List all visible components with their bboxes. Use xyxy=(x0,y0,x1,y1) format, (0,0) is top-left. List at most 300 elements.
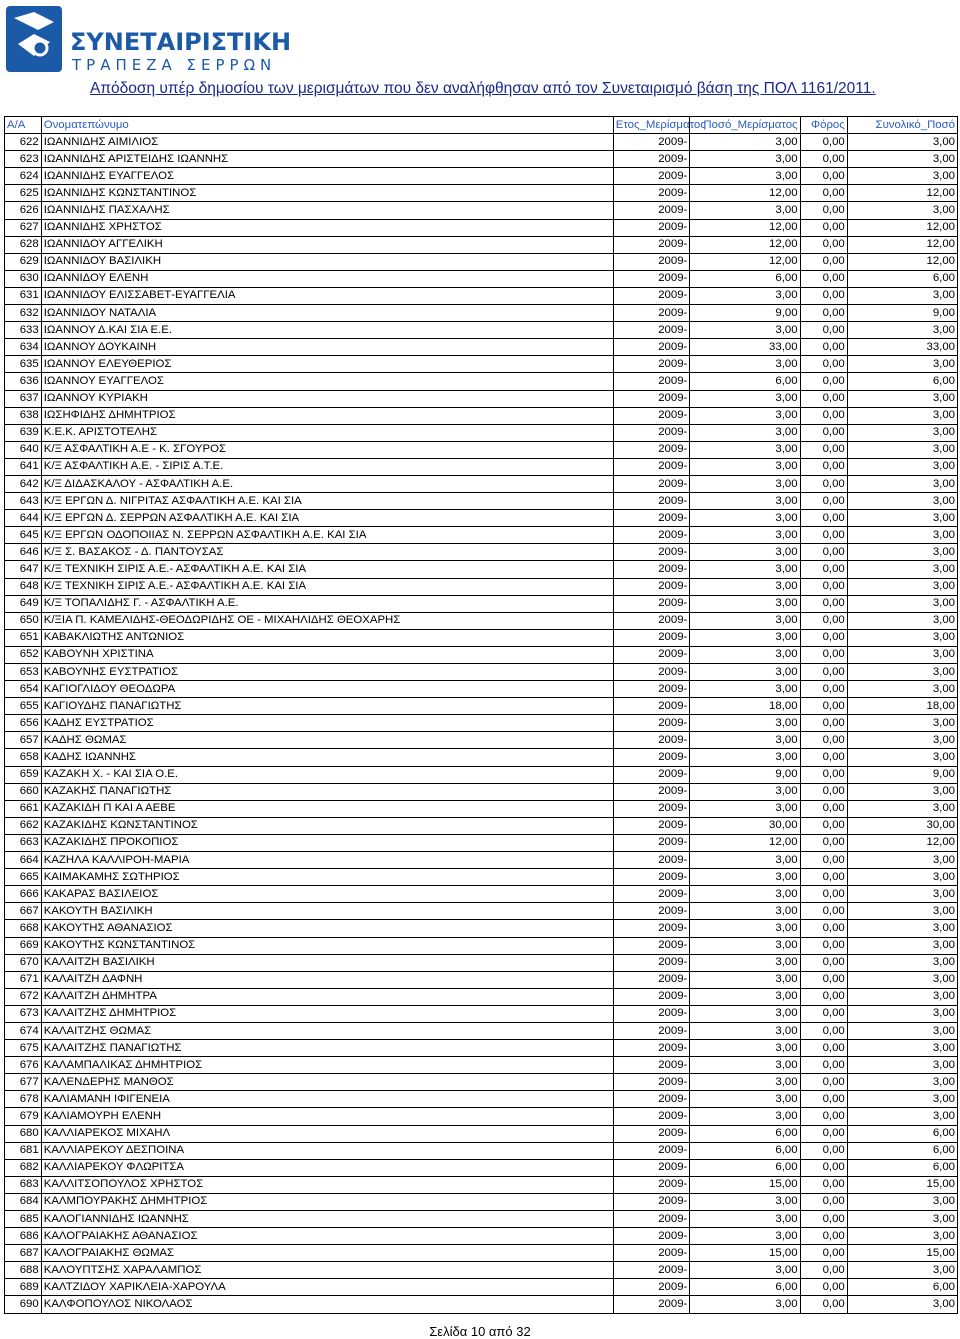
table-row xyxy=(5,1262,958,1279)
cell-year: 2009- xyxy=(613,270,690,287)
cell-name: ΚΑΛΙΑΜΟΥΡΗ ΕΛΕΝΗ xyxy=(41,1108,613,1125)
cell-tax: 0,00 xyxy=(800,954,847,971)
cell-year: 2009- xyxy=(613,475,690,492)
cell-total: 3,00 xyxy=(847,356,957,373)
table-row xyxy=(5,493,958,510)
cell-tax: 0,00 xyxy=(800,664,847,681)
cell-aa: 633 xyxy=(5,322,42,339)
document-title: Απόδοση υπέρ δημοσίου των μερισμάτων που δεν αναλήφθησαν από τον Συνεταιρισμό βάση της ΠΟΛ 1161/2011. xyxy=(90,80,876,97)
cell-aa: 671 xyxy=(5,971,42,988)
cell-aa: 677 xyxy=(5,1074,42,1091)
cell-year: 2009- xyxy=(613,920,690,937)
cell-amount: 3,00 xyxy=(690,1262,800,1279)
cell-tax: 0,00 xyxy=(800,903,847,920)
cell-aa: 688 xyxy=(5,1262,42,1279)
cell-amount: 3,00 xyxy=(690,493,800,510)
cell-tax: 0,00 xyxy=(800,817,847,834)
cell-name: ΚΑΛΟΥΠΤΣΗΣ ΧΑΡΑΛΑΜΠΟΣ xyxy=(41,1262,613,1279)
cell-name: Κ/Ξ Σ. ΒΑΣΑΚΟΣ - Δ. ΠΑΝΤΟΥΣΑΣ xyxy=(41,544,613,561)
table-row xyxy=(5,749,958,766)
cell-name: ΙΩΑΝΝΙΔΟΥ ΕΛΕΝΗ xyxy=(41,270,613,287)
cell-total: 9,00 xyxy=(847,305,957,322)
cell-total: 3,00 xyxy=(847,1228,957,1245)
cell-total: 9,00 xyxy=(847,766,957,783)
col-header-year: Ετος_Μερίσματος xyxy=(613,117,690,134)
table-row xyxy=(5,151,958,168)
cell-amount: 3,00 xyxy=(690,356,800,373)
cell-aa: 655 xyxy=(5,698,42,715)
cell-aa: 660 xyxy=(5,783,42,800)
cell-year: 2009- xyxy=(613,373,690,390)
cell-amount: 3,00 xyxy=(690,287,800,304)
cell-year: 2009- xyxy=(613,886,690,903)
table-row xyxy=(5,168,958,185)
table-row xyxy=(5,510,958,527)
cell-amount: 3,00 xyxy=(690,664,800,681)
cell-tax: 0,00 xyxy=(800,1022,847,1039)
cell-name: ΙΩΑΝΝΙΔΗΣ ΑΡΙΣΤΕΙΔΗΣ ΙΩΑΝΝΗΣ xyxy=(41,151,613,168)
cell-total: 33,00 xyxy=(847,339,957,356)
cell-amount: 3,00 xyxy=(690,937,800,954)
cell-name: Κ/Ξ ΕΡΓΩΝ Δ. ΣΕΡΡΩΝ ΑΣΦΑΛΤΙΚΗ Α.Ε. ΚΑΙ ΣΙΑ xyxy=(41,510,613,527)
table-row xyxy=(5,1228,958,1245)
table-row xyxy=(5,287,958,304)
cell-year: 2009- xyxy=(613,1040,690,1057)
cell-name: ΙΩΑΝΝΙΔΟΥ ΑΓΓΕΛΙΚΗ xyxy=(41,236,613,253)
cell-amount: 3,00 xyxy=(690,886,800,903)
cell-amount: 3,00 xyxy=(690,903,800,920)
cell-tax: 0,00 xyxy=(800,1296,847,1313)
cell-amount: 6,00 xyxy=(690,1142,800,1159)
cell-year: 2009- xyxy=(613,407,690,424)
cell-aa: 649 xyxy=(5,595,42,612)
cell-amount: 12,00 xyxy=(690,185,800,202)
cell-name: ΚΑΛΑΙΤΖΗΣ ΔΗΜΗΤΡΙΟΣ xyxy=(41,1005,613,1022)
cell-total: 6,00 xyxy=(847,1142,957,1159)
cell-total: 3,00 xyxy=(847,886,957,903)
cell-aa: 685 xyxy=(5,1211,42,1228)
cell-total: 3,00 xyxy=(847,664,957,681)
cell-total: 3,00 xyxy=(847,1296,957,1313)
table-row xyxy=(5,1176,958,1193)
cell-year: 2009- xyxy=(613,458,690,475)
cell-amount: 3,00 xyxy=(690,852,800,869)
cell-name: ΚΑΖΑΚΙΔΗ Π ΚΑΙ Α ΑΕΒΕ xyxy=(41,800,613,817)
cell-tax: 0,00 xyxy=(800,1074,847,1091)
cell-total: 3,00 xyxy=(847,783,957,800)
table-row xyxy=(5,578,958,595)
cell-name: Κ/Ξ ΕΡΓΩΝ ΟΔΟΠΟΙΙΑΣ Ν. ΣΕΡΡΩΝ ΑΣΦΑΛΤΙΚΗ Α.Ε. ΚΑΙ ΣΙΑ xyxy=(41,527,613,544)
table-row xyxy=(5,561,958,578)
cell-name: ΙΩΑΝΝΙΔΟΥ ΝΑΤΑΛΙΑ xyxy=(41,305,613,322)
cell-tax: 0,00 xyxy=(800,783,847,800)
cell-tax: 0,00 xyxy=(800,1108,847,1125)
cell-year: 2009- xyxy=(613,168,690,185)
cell-aa: 636 xyxy=(5,373,42,390)
cell-name: ΚΑΛΑΙΤΖΗΣ ΠΑΝΑΓΙΩΤΗΣ xyxy=(41,1040,613,1057)
cell-aa: 651 xyxy=(5,629,42,646)
cell-total: 3,00 xyxy=(847,1262,957,1279)
cell-tax: 0,00 xyxy=(800,1176,847,1193)
table-row xyxy=(5,971,958,988)
cell-year: 2009- xyxy=(613,732,690,749)
cell-tax: 0,00 xyxy=(800,458,847,475)
cell-amount: 3,00 xyxy=(690,544,800,561)
cell-aa: 623 xyxy=(5,151,42,168)
cell-amount: 9,00 xyxy=(690,305,800,322)
cell-total: 3,00 xyxy=(847,971,957,988)
cell-total: 3,00 xyxy=(847,493,957,510)
cell-year: 2009- xyxy=(613,1193,690,1210)
table-row xyxy=(5,595,958,612)
table-row xyxy=(5,322,958,339)
cell-aa: 656 xyxy=(5,715,42,732)
cell-total: 30,00 xyxy=(847,817,957,834)
cell-aa: 653 xyxy=(5,664,42,681)
cell-amount: 30,00 xyxy=(690,817,800,834)
table-row xyxy=(5,407,958,424)
cell-name: ΚΑΚΟΥΤΗΣ ΑΘΑΝΑΣΙΟΣ xyxy=(41,920,613,937)
cell-total: 3,00 xyxy=(847,612,957,629)
cell-amount: 3,00 xyxy=(690,920,800,937)
cell-name: ΚΑΛΛΙΑΡΕΚΟΥ ΔΕΣΠΟΙΝΑ xyxy=(41,1142,613,1159)
cell-name: ΙΩΑΝΝΟΥ ΚΥΡΙΑΚΗ xyxy=(41,390,613,407)
cell-amount: 3,00 xyxy=(690,441,800,458)
cell-total: 3,00 xyxy=(847,510,957,527)
cell-tax: 0,00 xyxy=(800,869,847,886)
cell-total: 12,00 xyxy=(847,253,957,270)
cell-year: 2009- xyxy=(613,253,690,270)
cell-name: ΚΑΛΟΓΡΑΙΑΚΗΣ ΑΘΑΝΑΣΙΟΣ xyxy=(41,1228,613,1245)
cell-tax: 0,00 xyxy=(800,800,847,817)
cell-aa: 681 xyxy=(5,1142,42,1159)
cell-amount: 3,00 xyxy=(690,595,800,612)
cell-total: 3,00 xyxy=(847,287,957,304)
table-row xyxy=(5,253,958,270)
cell-aa: 629 xyxy=(5,253,42,270)
table-row xyxy=(5,475,958,492)
cell-aa: 675 xyxy=(5,1040,42,1057)
table-row xyxy=(5,869,958,886)
cell-aa: 637 xyxy=(5,390,42,407)
cell-tax: 0,00 xyxy=(800,1057,847,1074)
cell-name: ΚΑΛΑΙΤΖΗΣ ΘΩΜΑΣ xyxy=(41,1022,613,1039)
cell-amount: 3,00 xyxy=(690,1108,800,1125)
cell-aa: 689 xyxy=(5,1279,42,1296)
cell-name: Κ/Ξ ΤΕΧΝΙΚΗ ΣΙΡΙΣ Α.Ε.- ΑΣΦΑΛΤΙΚΗ Α.Ε. ΚΑΙ ΣΙΑ xyxy=(41,578,613,595)
cell-year: 2009- xyxy=(613,1057,690,1074)
cell-amount: 3,00 xyxy=(690,458,800,475)
cell-amount: 3,00 xyxy=(690,134,800,151)
cell-aa: 674 xyxy=(5,1022,42,1039)
cell-tax: 0,00 xyxy=(800,287,847,304)
cell-amount: 3,00 xyxy=(690,322,800,339)
cell-total: 3,00 xyxy=(847,629,957,646)
cell-year: 2009- xyxy=(613,698,690,715)
cell-amount: 6,00 xyxy=(690,270,800,287)
cell-total: 3,00 xyxy=(847,458,957,475)
cell-aa: 652 xyxy=(5,646,42,663)
cell-aa: 641 xyxy=(5,458,42,475)
cell-tax: 0,00 xyxy=(800,151,847,168)
cell-tax: 0,00 xyxy=(800,356,847,373)
cell-tax: 0,00 xyxy=(800,1211,847,1228)
cell-name: ΙΩΑΝΝΟΥ ΕΛΕΥΘΕΡΙΟΣ xyxy=(41,356,613,373)
cell-amount: 3,00 xyxy=(690,715,800,732)
cell-amount: 6,00 xyxy=(690,1279,800,1296)
cell-name: ΚΑΖΗΛΑ ΚΑΛΛΙΡΟΗ-ΜΑΡΙΑ xyxy=(41,852,613,869)
cell-year: 2009- xyxy=(613,561,690,578)
cell-year: 2009- xyxy=(613,749,690,766)
cell-year: 2009- xyxy=(613,1108,690,1125)
cell-total: 3,00 xyxy=(847,202,957,219)
cell-total: 3,00 xyxy=(847,715,957,732)
table-row xyxy=(5,732,958,749)
cell-year: 2009- xyxy=(613,134,690,151)
cell-tax: 0,00 xyxy=(800,1091,847,1108)
cell-tax: 0,00 xyxy=(800,202,847,219)
cell-tax: 0,00 xyxy=(800,185,847,202)
cell-aa: 650 xyxy=(5,612,42,629)
table-row xyxy=(5,1211,958,1228)
cell-amount: 3,00 xyxy=(690,475,800,492)
cell-year: 2009- xyxy=(613,185,690,202)
cell-year: 2009- xyxy=(613,612,690,629)
cell-name: ΙΩΑΝΝΙΔΟΥ ΕΛΙΣΣΑΒΕΤ-ΕΥΑΓΓΕΛΙΑ xyxy=(41,287,613,304)
cell-amount: 3,00 xyxy=(690,1193,800,1210)
cell-aa: 627 xyxy=(5,219,42,236)
cell-amount: 3,00 xyxy=(690,1074,800,1091)
cell-name: ΚΑΖΑΚΙΔΗΣ ΠΡΟΚΟΠΙΟΣ xyxy=(41,834,613,851)
cell-total: 3,00 xyxy=(847,800,957,817)
cell-name: ΚΑΚΟΥΤΗΣ ΚΩΝΣΤΑΝΤΙΝΟΣ xyxy=(41,937,613,954)
cell-aa: 622 xyxy=(5,134,42,151)
cell-name: ΚΑΛΑΙΤΖΗ ΔΗΜΗΤΡΑ xyxy=(41,988,613,1005)
cell-total: 18,00 xyxy=(847,698,957,715)
cell-amount: 3,00 xyxy=(690,988,800,1005)
cell-year: 2009- xyxy=(613,646,690,663)
cell-aa: 665 xyxy=(5,869,42,886)
cell-total: 3,00 xyxy=(847,151,957,168)
table-row xyxy=(5,1245,958,1262)
table-row xyxy=(5,698,958,715)
table-row xyxy=(5,373,958,390)
cell-year: 2009- xyxy=(613,1245,690,1262)
cell-year: 2009- xyxy=(613,1074,690,1091)
table-row xyxy=(5,800,958,817)
table-row xyxy=(5,681,958,698)
cell-total: 12,00 xyxy=(847,834,957,851)
cell-total: 3,00 xyxy=(847,134,957,151)
cell-tax: 0,00 xyxy=(800,493,847,510)
cell-total: 3,00 xyxy=(847,424,957,441)
table-row xyxy=(5,1005,958,1022)
cell-tax: 0,00 xyxy=(800,407,847,424)
cell-tax: 0,00 xyxy=(800,219,847,236)
table-row xyxy=(5,612,958,629)
cell-tax: 0,00 xyxy=(800,475,847,492)
cell-year: 2009- xyxy=(613,1228,690,1245)
cell-tax: 0,00 xyxy=(800,937,847,954)
table-row xyxy=(5,646,958,663)
table-row xyxy=(5,134,958,151)
cell-tax: 0,00 xyxy=(800,544,847,561)
cell-year: 2009- xyxy=(613,424,690,441)
cell-name: ΚΑΛΤΖΙΔΟΥ ΧΑΡΙΚΛΕΙΑ-ΧΑΡΟΥΛΑ xyxy=(41,1279,613,1296)
cell-tax: 0,00 xyxy=(800,527,847,544)
cell-tax: 0,00 xyxy=(800,578,847,595)
cell-amount: 3,00 xyxy=(690,1091,800,1108)
cell-amount: 33,00 xyxy=(690,339,800,356)
cell-year: 2009- xyxy=(613,236,690,253)
cell-aa: 634 xyxy=(5,339,42,356)
cell-year: 2009- xyxy=(613,988,690,1005)
cell-amount: 3,00 xyxy=(690,749,800,766)
cell-name: ΚΑΔΗΣ ΙΩΑΝΝΗΣ xyxy=(41,749,613,766)
cell-year: 2009- xyxy=(613,817,690,834)
table-row xyxy=(5,1022,958,1039)
cell-aa: 645 xyxy=(5,527,42,544)
table-row xyxy=(5,236,958,253)
col-header-aa: Α/Α xyxy=(5,117,42,134)
table-row xyxy=(5,664,958,681)
cell-tax: 0,00 xyxy=(800,561,847,578)
table-row xyxy=(5,339,958,356)
cell-total: 3,00 xyxy=(847,1022,957,1039)
cell-amount: 3,00 xyxy=(690,1057,800,1074)
cell-total: 3,00 xyxy=(847,681,957,698)
cell-name: ΚΑΒΟΥΝΗ ΧΡΙΣΤΙΝΑ xyxy=(41,646,613,663)
table-row xyxy=(5,1040,958,1057)
cell-name: ΚΑΛΑΙΤΖΗ ΒΑΣΙΛΙΚΗ xyxy=(41,954,613,971)
cell-tax: 0,00 xyxy=(800,322,847,339)
cell-total: 3,00 xyxy=(847,869,957,886)
cell-name: ΚΑΚΟΥΤΗ ΒΑΣΙΛΙΚΗ xyxy=(41,903,613,920)
table-row xyxy=(5,202,958,219)
cell-name: ΚΑΛΟΓΙΑΝΝΙΔΗΣ ΙΩΑΝΝΗΣ xyxy=(41,1211,613,1228)
cell-tax: 0,00 xyxy=(800,698,847,715)
table-row xyxy=(5,185,958,202)
cell-name: ΚΑΚΑΡΑΣ ΒΑΣΙΛΕΙΟΣ xyxy=(41,886,613,903)
cell-aa: 666 xyxy=(5,886,42,903)
cell-year: 2009- xyxy=(613,322,690,339)
cell-tax: 0,00 xyxy=(800,1142,847,1159)
cell-total: 3,00 xyxy=(847,937,957,954)
cell-year: 2009- xyxy=(613,151,690,168)
cell-amount: 3,00 xyxy=(690,783,800,800)
cell-amount: 3,00 xyxy=(690,646,800,663)
cell-amount: 12,00 xyxy=(690,834,800,851)
table-row xyxy=(5,390,958,407)
cell-aa: 682 xyxy=(5,1159,42,1176)
cell-aa: 646 xyxy=(5,544,42,561)
cell-tax: 0,00 xyxy=(800,988,847,1005)
cell-amount: 3,00 xyxy=(690,1296,800,1313)
cell-year: 2009- xyxy=(613,544,690,561)
cell-tax: 0,00 xyxy=(800,766,847,783)
cell-name: Κ/Ξ ΑΣΦΑΛΤΙΚΗ Α.Ε - Κ. ΣΓΟΥΡΟΣ xyxy=(41,441,613,458)
cell-name: Κ/Ξ ΤΟΠΑΛΙΔΗΣ Γ. - ΑΣΦΑΛΤΙΚΗ Α.Ε. xyxy=(41,595,613,612)
cell-total: 3,00 xyxy=(847,646,957,663)
cell-aa: 690 xyxy=(5,1296,42,1313)
cell-name: Κ/Ξ ΤΕΧΝΙΚΗ ΣΙΡΙΣ Α.Ε.- ΑΣΦΑΛΤΙΚΗ Α.Ε. ΚΑΙ ΣΙΑ xyxy=(41,561,613,578)
table-row xyxy=(5,1279,958,1296)
cell-year: 2009- xyxy=(613,202,690,219)
cell-total: 3,00 xyxy=(847,544,957,561)
cell-amount: 3,00 xyxy=(690,732,800,749)
table-row xyxy=(5,1159,958,1176)
cell-aa: 626 xyxy=(5,202,42,219)
cell-tax: 0,00 xyxy=(800,1125,847,1142)
cell-name: ΚΑΓΙΟΓΛΙΔΟΥ ΘΕΟΔΩΡΑ xyxy=(41,681,613,698)
cell-aa: 643 xyxy=(5,493,42,510)
cell-amount: 3,00 xyxy=(690,971,800,988)
cell-year: 2009- xyxy=(613,681,690,698)
cell-amount: 3,00 xyxy=(690,1211,800,1228)
cell-total: 3,00 xyxy=(847,1211,957,1228)
cell-amount: 3,00 xyxy=(690,510,800,527)
cell-tax: 0,00 xyxy=(800,134,847,151)
cell-tax: 0,00 xyxy=(800,681,847,698)
cell-total: 3,00 xyxy=(847,988,957,1005)
table-row xyxy=(5,834,958,851)
cell-aa: 670 xyxy=(5,954,42,971)
cell-aa: 648 xyxy=(5,578,42,595)
cell-total: 3,00 xyxy=(847,1193,957,1210)
cell-total: 3,00 xyxy=(847,954,957,971)
cell-name: ΚΑΛΦΟΠΟΥΛΟΣ ΝΙΚΟΛΑΟΣ xyxy=(41,1296,613,1313)
table-row xyxy=(5,219,958,236)
table-row xyxy=(5,1125,958,1142)
cell-name: ΚΑΒΟΥΝΗΣ ΕΥΣΤΡΑΤΙΟΣ xyxy=(41,664,613,681)
cell-aa: 669 xyxy=(5,937,42,954)
cell-aa: 639 xyxy=(5,424,42,441)
cell-tax: 0,00 xyxy=(800,1228,847,1245)
cell-total: 6,00 xyxy=(847,1279,957,1296)
table-row xyxy=(5,270,958,287)
cell-amount: 3,00 xyxy=(690,527,800,544)
cell-name: ΚΑΔΗΣ ΕΥΣΤΡΑΤΙΟΣ xyxy=(41,715,613,732)
cell-year: 2009- xyxy=(613,1211,690,1228)
cell-name: ΚΑΒΑΚΛΙΩΤΗΣ ΑΝΤΩΝΙΟΣ xyxy=(41,629,613,646)
cell-total: 3,00 xyxy=(847,527,957,544)
cell-total: 3,00 xyxy=(847,920,957,937)
cell-aa: 667 xyxy=(5,903,42,920)
table-row xyxy=(5,1296,958,1313)
cell-amount: 12,00 xyxy=(690,236,800,253)
table-row xyxy=(5,305,958,322)
cell-aa: 659 xyxy=(5,766,42,783)
cell-tax: 0,00 xyxy=(800,253,847,270)
cell-total: 6,00 xyxy=(847,1159,957,1176)
cell-name: ΚΑΛΕΝΔΕΡΗΣ ΜΑΝΘΟΣ xyxy=(41,1074,613,1091)
cell-year: 2009- xyxy=(613,1125,690,1142)
cell-name: ΙΩΑΝΝΙΔΗΣ ΚΩΝΣΤΑΝΤΙΝΟΣ xyxy=(41,185,613,202)
cell-name: ΙΩΑΝΝΙΔΗΣ ΧΡΗΣΤΟΣ xyxy=(41,219,613,236)
cell-name: Κ.Ε.Κ. ΑΡΙΣΤΟΤΕΛΗΣ xyxy=(41,424,613,441)
cell-year: 2009- xyxy=(613,356,690,373)
cell-year: 2009- xyxy=(613,219,690,236)
cell-year: 2009- xyxy=(613,1279,690,1296)
cell-name: ΚΑΔΗΣ ΘΩΜΑΣ xyxy=(41,732,613,749)
cell-tax: 0,00 xyxy=(800,236,847,253)
cell-year: 2009- xyxy=(613,852,690,869)
cell-total: 3,00 xyxy=(847,732,957,749)
cell-tax: 0,00 xyxy=(800,749,847,766)
cell-name: ΙΩΑΝΝΙΔΗΣ ΑΙΜΙΛΙΟΣ xyxy=(41,134,613,151)
cell-name: ΚΑΖΑΚΙΔΗΣ ΚΩΝΣΤΑΝΤΙΝΟΣ xyxy=(41,817,613,834)
cell-amount: 3,00 xyxy=(690,681,800,698)
